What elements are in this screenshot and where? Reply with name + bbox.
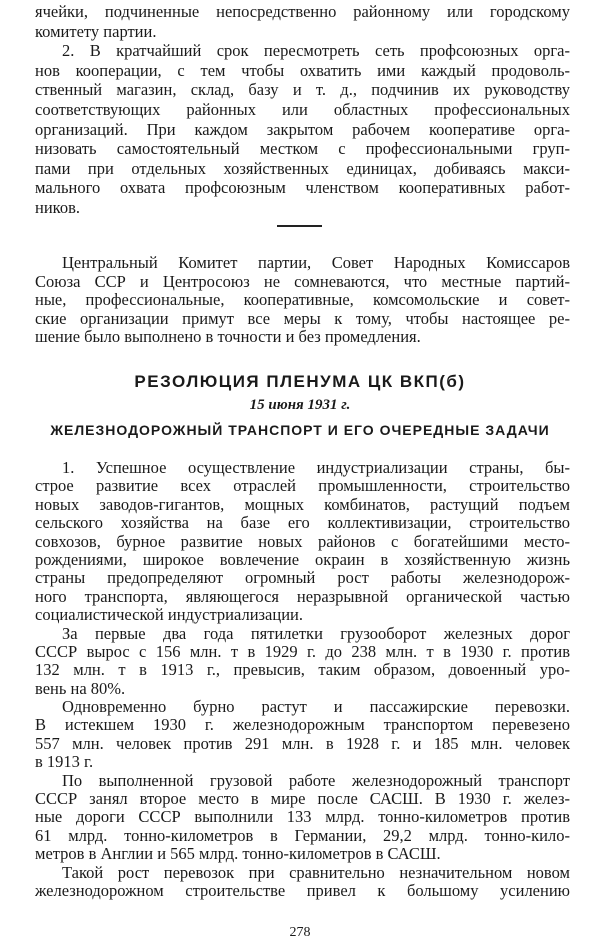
text-line: социалистической индустриализации. (35, 605, 303, 625)
text-line: ственный магазин, склад, базу и т. д., подчинив их руководству (35, 80, 570, 100)
text-line: железнодорожном строительстве привел к большому усилению (35, 880, 570, 900)
text-line: В истекшем 1930 г. железнодорожным транспортом перевезено (35, 715, 570, 735)
text-line: нов кооперации, с тем чтобы охватить ими каждый продоволь- (35, 60, 570, 80)
text-line: совхозов, бурное развитие новых районов с богатейшими место- (35, 531, 570, 551)
text-line: комитету партии. (35, 21, 157, 41)
section-c-text (35, 459, 570, 900)
text-line: организаций. При каждом закрытом рабочем кооперативе орга- (35, 119, 570, 139)
text-line: Центральный Комитет партии, Совет Народных Комиссаров (62, 253, 570, 272)
text-line: По выполненной грузовой работе железнодорожный транспорт (62, 770, 570, 790)
resolution-date: 15 июня 1931 г. (249, 397, 351, 413)
text-line: ские организации примут все меры к тому, чтобы настоящее ре- (35, 308, 570, 328)
text-line: Союза ССР и Центросоюз не сомневаются, что местные партий- (35, 271, 570, 291)
text-line: 61 млрд. тонно-километров в Германии, 29,2 млрд. тонно-кило- (35, 825, 570, 845)
text-line: рождениями, широкое вовлечение окраин в хозяйственную жизнь (35, 549, 570, 569)
text-line: строе развитие всех отраслей промышленности, строительство (35, 476, 570, 496)
text-line: ные, профессиональные, кооперативные, комсомольские и совет- (35, 290, 570, 310)
text-line: шение было выполнено в точности и без промедления. (35, 327, 421, 347)
text-line: За первые два года пятилетки грузооборот железных дорог (62, 623, 570, 643)
paragraph (35, 41, 570, 217)
paragraph (35, 2, 570, 41)
text-line: вень на 80%. (35, 678, 126, 698)
text-line: СССР занял второе место в мире после САСШ. В 1930 г. желез- (35, 789, 570, 809)
paragraph (35, 254, 570, 347)
text-line: ников. (35, 197, 81, 217)
text-line: Одновременно бурно растут и пассажирские перевозки. (62, 697, 570, 717)
text-line: в 1913 г. (35, 752, 94, 772)
text-line: 132 млн. т в 1913 г., превысив, таким образом, довоенный уро- (35, 660, 570, 680)
text-line: страны предопределяют огромный рост работы железнодорож- (35, 568, 570, 588)
paragraph (35, 864, 570, 901)
paragraph (35, 459, 570, 625)
paragraph (35, 772, 570, 864)
text-line: 1. Успешное осуществление индустриализации страны, бы- (62, 458, 570, 477)
text-line: пами при отдельных хозяйственных единицах, добиваясь макси- (35, 158, 570, 178)
text-line: сельского хозяйства на базе его коллективизации, строительство (35, 513, 570, 533)
text-line: метров в Англии и 565 млрд. тонно-километров в САСШ. (35, 844, 441, 864)
section-divider (277, 225, 322, 227)
text-line: Такой рост перевозок при сравнительно незначительном новом (62, 862, 570, 882)
resolution-heading: РЕЗОЛЮЦИЯ ПЛЕНУМА ЦК ВКП(б) (134, 372, 466, 391)
page-number: 278 (289, 925, 311, 940)
text-line: ные дороги СССР выполнили 133 млрд. тонно-километров против (35, 807, 570, 827)
text-line: ячейки, подчиненные непосредственно районному или городскому (35, 2, 570, 21)
text-line: новых заводов-гигантов, мощных комбинатов, растущий подъем (35, 494, 570, 514)
text-line: низовать самостоятельный местком с профессиональными груп- (35, 139, 570, 159)
section-b-text (35, 254, 570, 347)
resolution-subtitle: ЖЕЛЕЗНОДОРОЖНЫЙ ТРАНСПОРТ И ЕГО ОЧЕРЕДНЫЕ ЗАДАЧИ (50, 422, 550, 438)
text-line: мального охвата профсоюзным членством кооперативных работ- (35, 178, 570, 198)
paragraph (35, 698, 570, 772)
text-line: соответствующих районных или областных профессиональных (35, 99, 570, 119)
text-line: 557 млн. человек против 291 млн. в 1928 г. и 185 млн. человек (35, 733, 570, 753)
text-line: 2. В кратчайший срок пересмотреть сеть профсоюзных орга- (62, 41, 570, 61)
text-line: СССР вырос с 156 млн. т в 1929 г. до 238 млн. т в 1930 г. против (35, 641, 570, 661)
text-line: ного транспорта, являющегося неразрывной органической частью (35, 586, 570, 606)
paragraph (35, 625, 570, 699)
section-a-text (35, 2, 570, 218)
